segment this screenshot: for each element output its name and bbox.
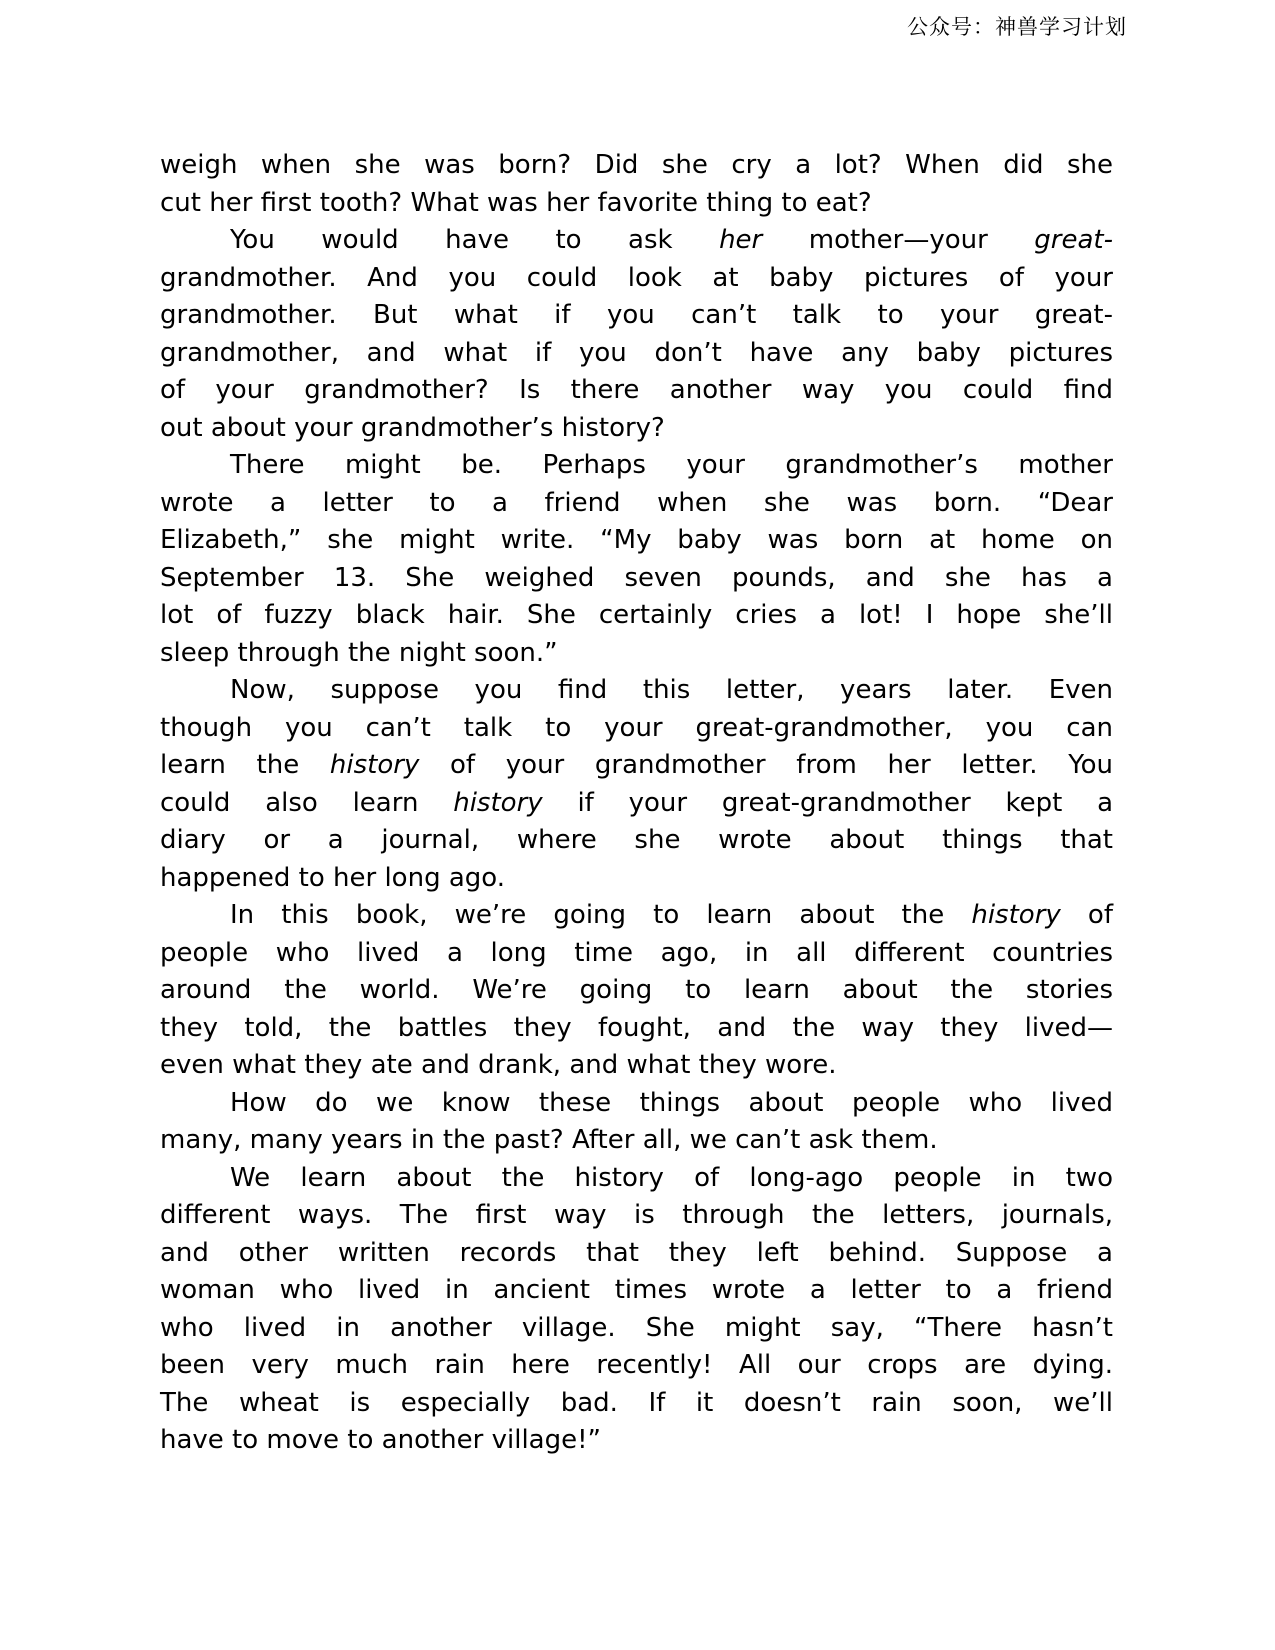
text-segment: You would have to ask [230,225,720,255]
text-line [160,485,1113,523]
text-segment: lot of fuzzy black hair. She certainly cries a lot! I hope she’ll [160,600,1113,630]
text-line [160,410,1113,448]
text-segment: diary or a journal, where she wrote about things that [160,825,1113,855]
paragraph [160,1085,1113,1160]
paragraph [160,1160,1113,1460]
text-segment: sleep through the night soon.” [160,637,558,668]
text-line [160,1160,1113,1198]
text-line [160,1047,1113,1085]
text-segment: though you can’t talk to your great-grandmother, you can [160,712,1113,743]
text-segment: learn the [160,750,330,780]
text-segment: grandmother. But what if you can’t talk to your great- [160,300,1113,330]
text-segment: and other written records that they left behind. Suppose a [160,1237,1113,1268]
paragraph [160,447,1113,672]
text-segment: of [1060,900,1113,930]
text-segment: they told, the battles they fought, and the way they lived— [160,1012,1113,1043]
text-line [160,147,1113,185]
text-line [160,1272,1113,1310]
text-line [160,1347,1113,1385]
text-line [160,747,1113,785]
text-segment: We learn about the history of long-ago people in two [230,1162,1113,1193]
text-segment: could also learn [160,787,454,818]
text-segment: happened to her long ago. [160,862,505,893]
text-segment: weigh when she was born? Did she cry a lot? When did she [160,150,1113,180]
text-line [160,1122,1113,1160]
text-line [160,785,1113,823]
text-line [160,222,1113,260]
text-segment: In this book, we’re going to learn about the [230,900,972,930]
text-line [160,897,1113,935]
text-line [160,597,1113,635]
text-line [160,260,1113,298]
paragraph [160,672,1113,897]
text-segment: if your great-grandmother kept a [542,787,1113,818]
text-segment-italic: history [329,750,420,780]
text-segment: woman who lived in ancient times wrote a letter to a friend [160,1275,1113,1305]
text-line [160,372,1113,410]
text-line [160,822,1113,860]
text-line [160,335,1113,373]
watermark: 公众号：神兽学习计划 [907,15,1127,39]
text-segment: many, many years in the past? After all, we can’t ask them. [160,1125,938,1155]
text-segment: grandmother, and what if you don’t have any baby pictures [160,337,1113,368]
text-segment: around the world. We’re going to learn about the stories [160,975,1113,1005]
paragraph [160,222,1113,447]
text-line [160,560,1113,598]
text-segment: The wheat is especially bad. If it doesn’t rain soon, we’ll [160,1387,1113,1418]
paragraph [160,147,1113,222]
text-line [160,1235,1113,1273]
text-line [160,672,1113,710]
text-segment: of your grandmother? Is there another way you could find [160,375,1113,405]
text-line [160,1310,1113,1348]
text-segment: September 13. She weighed seven pounds, and she has a [160,562,1113,593]
text-line [160,1197,1113,1235]
text-segment: who lived in another village. She might say, “There hasn’t [160,1312,1113,1343]
text-line [160,1085,1113,1123]
text-line [160,1385,1113,1423]
text-segment: of your grandmother from her letter. You [419,750,1114,780]
text-segment: wrote a letter to a friend when she was born. “Dear [160,487,1113,518]
text-line [160,860,1113,898]
paragraph [160,897,1113,1085]
text-segment: There might be. Perhaps your grandmother’s mother [230,450,1113,480]
text-line [160,447,1113,485]
text-segment: Elizabeth,” she might write. “My baby was born at home on [160,525,1113,555]
page-text [160,147,1113,1460]
text-segment-italic: great- [1034,225,1113,255]
text-segment: mother—your [762,225,1035,255]
text-line [160,635,1113,673]
text-segment: Now, suppose you find this letter, years later. Even [230,675,1113,705]
text-segment: cut her first tooth? What was her favorite thing to eat? [160,187,872,218]
text-segment: people who lived a long time ago, in all different countries [160,937,1113,968]
text-line [160,1422,1113,1460]
text-line [160,185,1113,223]
text-segment: even what they ate and drank, and what they wore. [160,1050,837,1080]
text-line [160,972,1113,1010]
text-segment: out about your grandmother’s history? [160,412,665,443]
text-segment: different ways. The first way is through the letters, journals, [160,1200,1113,1230]
text-segment: grandmother. And you could look at baby pictures of your [160,262,1113,293]
text-segment-italic: history [971,900,1061,930]
text-segment: have to move to another village!” [160,1425,601,1455]
text-line [160,935,1113,973]
text-line [160,297,1113,335]
text-segment: How do we know these things about people who lived [230,1087,1113,1118]
text-segment-italic: history [453,787,543,818]
text-segment: been very much rain here recently! All our crops are dying. [160,1350,1113,1380]
text-line [160,1010,1113,1048]
text-line [160,522,1113,560]
text-segment-italic: her [719,225,763,255]
text-line [160,710,1113,748]
